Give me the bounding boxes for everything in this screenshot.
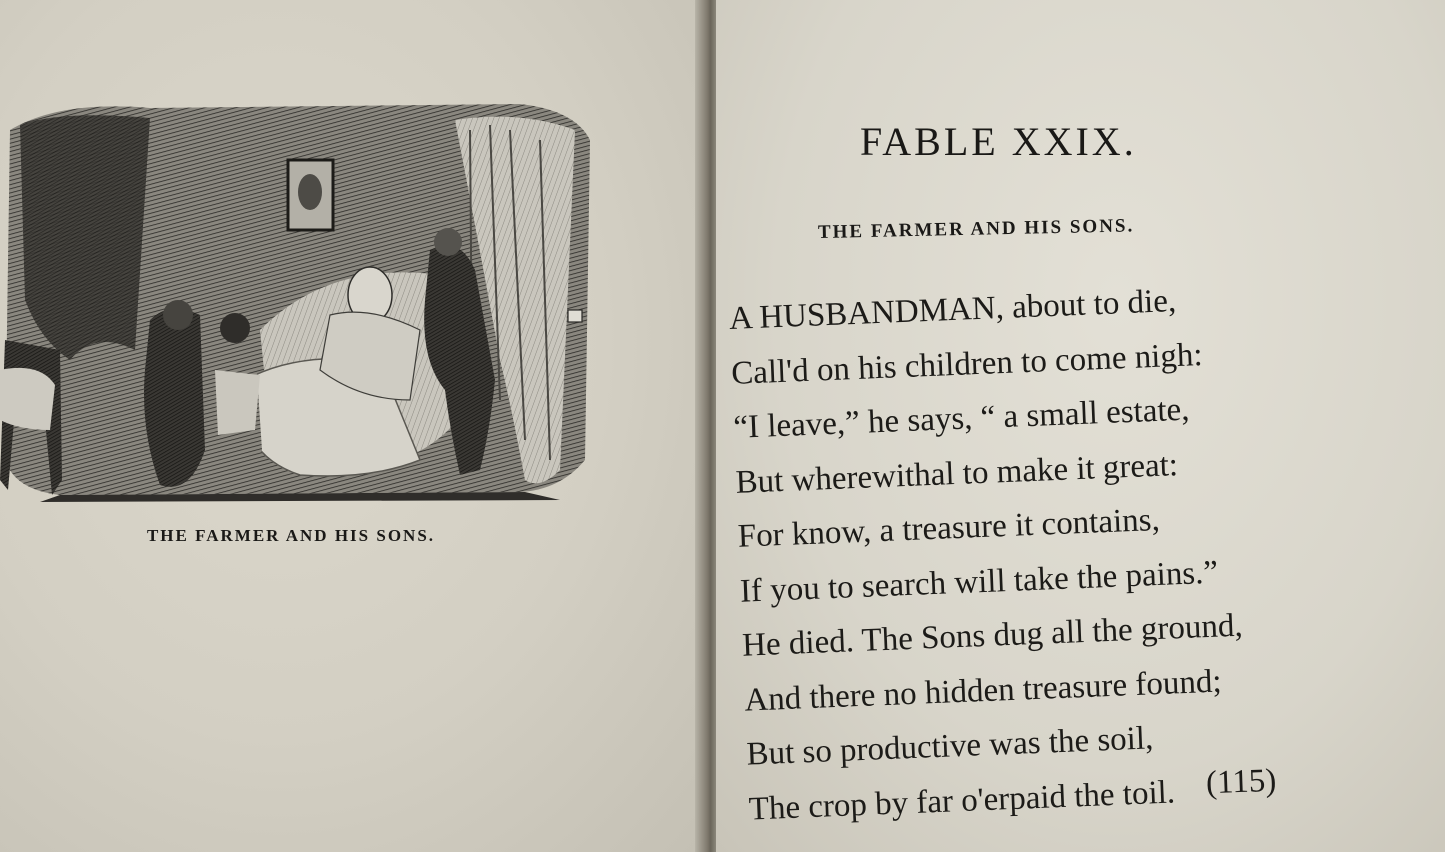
poem-line: A HUSBANDMAN, about to die,: [728, 283, 1177, 337]
fable-subtitle: THE FARMER AND HIS SONS.: [817, 215, 1135, 243]
farmer-sons-illustration: [0, 100, 592, 505]
illustration-caption: THE FARMER AND HIS SONS.: [146, 526, 436, 545]
poem-line: But so productive was the soil,: [745, 720, 1154, 773]
poem-line: And there no hidden treasure found;: [743, 663, 1223, 719]
left-page: [0, 0, 700, 852]
poem-line: But wherewithal to make it great:: [734, 446, 1179, 501]
page-number: (115): [1205, 762, 1277, 802]
poem-line: “I leave,” he says, “ a small estate,: [732, 391, 1191, 446]
poem-line: If you to search will take the pains.”: [739, 554, 1219, 610]
poem-line: The crop by far o'erpaid the toil.: [748, 773, 1176, 828]
poem-line: Call'd on his children to come nigh:: [730, 336, 1204, 392]
fable-title: FABLE XXIX.: [860, 119, 1137, 164]
fable-poem: [728, 266, 1408, 828]
poem-line: He died. The Sons dug all the ground,: [741, 607, 1244, 664]
poem-line: For know, a treasure it contains,: [737, 501, 1161, 555]
